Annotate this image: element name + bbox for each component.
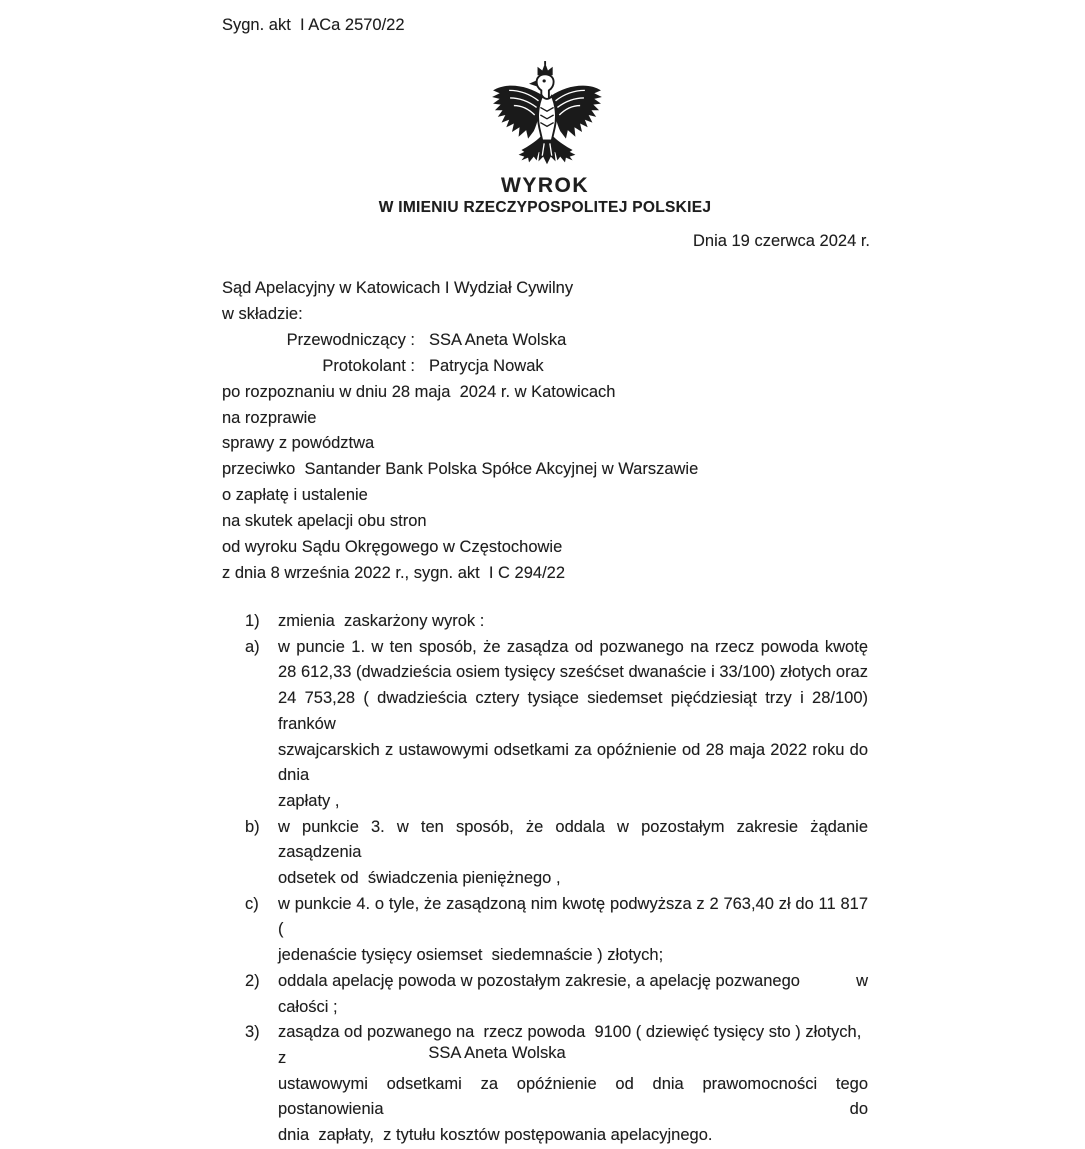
ruling-line: w puncie 1. w ten sposób, że zasądza od pozwanego na rzecz powoda kwotę [278, 637, 868, 656]
preamble-line: na skutek apelacji obu stron [222, 512, 427, 531]
ruling-line: oddala apelację powoda w pozostałym zakresie, a apelację pozwanego w [278, 971, 868, 990]
preamble-line: po rozpoznaniu w dniu 28 maja 2024 r. w Katowicach [222, 382, 616, 401]
ruling-marker: b) [245, 817, 260, 836]
rulings-list [245, 609, 868, 1149]
ruling-line: ustawowymi odsetkami za opóźnienie od dnia prawomocności tego postanowienia do [278, 1074, 868, 1119]
ruling-line: zapłaty , [278, 791, 340, 810]
preamble [222, 276, 870, 587]
case-number: Sygn. akt I ACa 2570/22 [222, 16, 405, 34]
preamble-line: o zapłatę i ustalenie [222, 486, 368, 505]
ruling-line: zasądza od pozwanego na rzecz powoda 9100 ( dziewięć tysięcy sto ) złotych, z [278, 1023, 866, 1067]
eagle-icon [489, 62, 605, 168]
polish-eagle-emblem [489, 62, 605, 168]
ruling-text [278, 815, 868, 892]
preamble-line: przeciwko Santander Bank Polska Spółce Akcyjnej w Warszawie [222, 460, 699, 479]
ruling-item [245, 815, 868, 892]
ruling-item [245, 1020, 868, 1149]
judgment-subtitle: W IMIENIU RZECZYPOSPOLITEJ POLSKIEJ [378, 199, 712, 216]
judge-signature: SSA Aneta Wolska [428, 1044, 566, 1062]
composition-role-label: Protokolant : [322, 356, 415, 375]
ruling-line: zmienia zaskarżony wyrok : [278, 612, 485, 630]
ruling-line: w punkcie 3. w ten sposób, że oddala w pozostałym zakresie żądanie zasądzenia [278, 817, 868, 862]
preamble-line: na rozprawie [222, 408, 317, 427]
ruling-item [245, 892, 868, 969]
ruling-line: w punkcie 4. o tyle, że zasądzoną nim kwotę podwyższa z 2 763,40 zł do 11 817 ( [278, 894, 868, 939]
composition-line [222, 354, 870, 380]
preamble-line: w składzie: [222, 304, 303, 323]
preamble-line: sprawy z powództwa [222, 434, 375, 453]
ruling-marker: 3) [245, 1023, 260, 1042]
ruling-marker: 2) [245, 971, 260, 990]
composition-line [222, 328, 870, 354]
composition-person-name: Patrycja Nowak [429, 356, 544, 375]
ruling-text [278, 892, 868, 969]
ruling-item [245, 969, 868, 1020]
ruling-marker: c) [245, 894, 259, 913]
ruling-line: całości ; [278, 997, 338, 1016]
ruling-text [278, 1020, 868, 1149]
ruling-item [245, 609, 868, 635]
preamble-line: od wyroku Sądu Okręgowego w Częstochowie [222, 538, 563, 557]
ruling-line: 24 753,28 ( dwadzieścia cztery tysiące siedemset pięćdziesiąt trzy i 28/100) franków [278, 689, 868, 733]
ruling-text [278, 635, 868, 815]
ruling-line: szwajcarskich z ustawowymi odsetkami za opóźnienie od 28 maja 2022 roku do dnia [278, 740, 868, 785]
composition-role-label: Przewodniczący : [286, 330, 415, 349]
preamble-line: z dnia 8 września 2022 r., sygn. akt I C 294/22 [222, 563, 566, 582]
composition-person-name: SSA Aneta Wolska [429, 330, 567, 349]
preamble-line: Sąd Apelacyjny w Katowicach I Wydział Cywilny [222, 279, 574, 297]
ruling-line: 28 612,33 (dwadzieścia osiem tysięcy sześćset dwanaście i 33/100) złotych oraz [278, 663, 868, 682]
ruling-marker: a) [245, 637, 260, 656]
ruling-item [245, 635, 868, 815]
ruling-text [278, 609, 868, 635]
ruling-text [278, 969, 868, 1020]
judgment-title: WYROK [501, 174, 589, 197]
ruling-line: dnia zapłaty, z tytułu kosztów postępowania apelacyjnego. [278, 1126, 713, 1145]
judgment-heading [5, 174, 1085, 218]
ruling-line: odsetek od świadczenia pieniężnego , [278, 869, 561, 888]
ruling-marker: 1) [245, 612, 260, 630]
judgment-date: Dnia 19 czerwca 2024 r. [692, 232, 870, 250]
ruling-line: jedenaście tysięcy osiemset siedemnaście ) złotych; [278, 946, 664, 965]
